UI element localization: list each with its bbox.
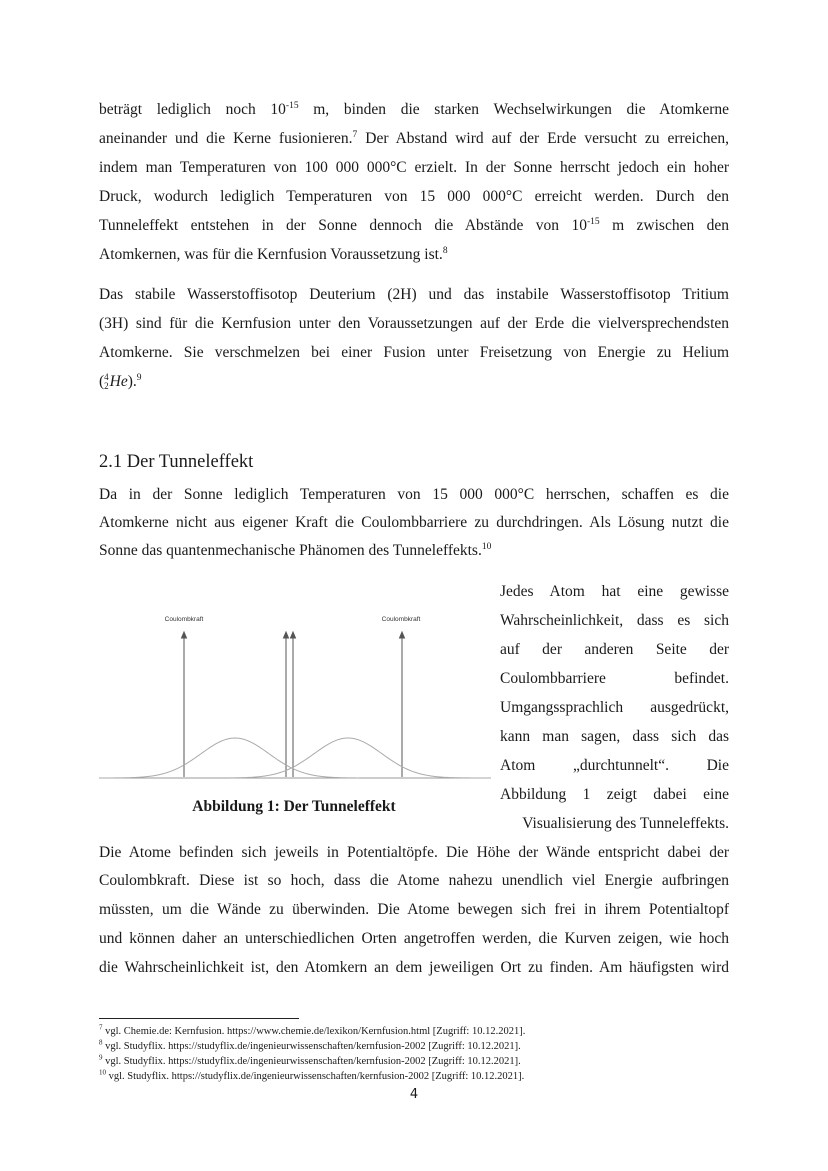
probability-curve-right [229,738,491,778]
side-line-1: Jedes Atom hat eine gewisse [500,583,729,600]
side-line-7: Atom „durchtunnelt“. Die [500,757,729,774]
side-line-2: Wahrscheinlichkeit, dass es sich [500,612,729,629]
helium-symbol: He [109,373,128,390]
figure-label-left: Coulombkraft [164,616,204,623]
footnote-9: $^9$ vgl. Studyflix. https://studyflix.de/ingenieurwissenschaften/kernfusion-2002 [Zugriff: 10.12.2021]. [99,1053,521,1067]
probability-curve-left [99,738,359,778]
footnote-8: $^8$ vgl. Studyflix. https://studyflix.de/ingenieurwissenschaften/kernfusion-2002 [Zugriff: 10.12.2021]. [99,1038,521,1052]
para4-line-1: Die Atome befinden sich jeweils in Potentialtöpfe. Die Höhe der Wände entspricht dabei der [99,844,729,861]
side-line-8: Abbildung 1 zeigt dabei eine [500,786,729,803]
para4-line-5: die Wahrscheinlichkeit ist, den Atomkern an dem jeweiligen Ort zu finden. Am häufigsten wird [99,959,729,976]
para4-line-3: müssten, um die Wände zu überwinden. Die Atome bewegen sich frei in ihrem Potentialtopf [99,901,729,918]
section-heading: 2.1 Der Tunneleffekt [99,452,254,472]
para2-line-4: ( 4 2 He).$^9$ [99,372,142,391]
para3-line-2: Atomkerne nicht aus eigener Kraft die Coulombbarriere zu durchdringen. Als Lösung nutzt die [99,514,729,531]
footnote-ref-7: 7 [352,129,358,140]
arrow-left [182,632,187,638]
side-line-4: Coulombbarriere befindet. [500,670,729,687]
para1-line-2: aneinander und die Kerne fusionieren.$^7$ Der Abstand wird auf der Erde versucht zu erreichen, [99,129,729,147]
footnote-ref-10: 10 [481,541,492,552]
footnote-separator [99,1018,299,1019]
para4-line-4: und können daher an unterschiedlichen Orten angetroffen werden, die Kurven zeigen, wie hoch [99,930,729,947]
para4-line-2: Coulombkraft. Diese ist so hoch, dass die Atome nahezu unendlich viel Energie aufbringen [99,872,729,889]
page-number: 4 [409,1087,419,1102]
helium-isotope-indices: 4 2 [104,372,109,391]
side-line-3: auf der anderen Seite der [500,641,729,658]
para1-line-4: Druck, wodurch lediglich Temperaturen von 15 000 000°C erreicht werden. Durch den [99,188,729,205]
arrow-center-right [291,632,296,638]
para3-line-3: Sonne das quantenmechanische Phänomen des Tunneleffekts.$^{10}$ [99,541,492,559]
footnote-ref-8: 8 [442,245,448,256]
para2-line-1: Das stabile Wasserstoffisotop Deuterium (2H) und das instabile Wasserstoffisotop Tritium [99,286,729,303]
para1-line-1: beträgt lediglich noch $10^{-15}$ m, binden die starken Wechselwirkungen die Atomkerne [99,100,729,118]
side-line-5: Umgangssprachlich ausgedrückt, [500,699,729,716]
footnote-10: $^{10}$ vgl. Studyflix. https://studyflix.de/ingenieurwissenschaften/kernfusion-2002 [Zugriff: 10.12.2021]. [99,1068,525,1082]
para1-line-6: Atomkernen, was für die Kernfusion Voraussetzung ist.$^8$ [99,245,448,263]
footnote-7: $^7$ vgl. Chemie.de: Kernfusion. https://www.chemie.de/lexikon/Kernfusion.html [Zugriff: 10.12.2021]. [99,1023,526,1037]
para1-line-3: indem man Temperaturen von 100 000 000°C erzielt. In der Sonne herrscht jedoch ein hoher [99,159,729,176]
tunnel-effect-figure [99,603,491,788]
figure-label-right: Coulombkraft [381,616,421,623]
footnote-ref-9: 9 [136,372,142,383]
arrow-center-left [284,632,289,638]
para3-line-1: Da in der Sonne lediglich Temperaturen von 15 000 000°C herrschen, schaffen es die [99,486,729,503]
figure-caption: Abbildung 1: Der Tunneleffekt [192,798,396,815]
side-line-9: Visualisierung des Tunneleffekts. [522,815,729,832]
side-line-6: kann man sagen, dass sich das [500,728,729,745]
arrow-right [400,632,405,638]
para2-line-2: (3H) sind für die Kernfusion unter den Voraussetzungen auf der Erde die vielversprechendsten [99,315,729,332]
para1-line-5: Tunneleffekt entstehen in der Sonne dennoch die Abstände von $10^{-15}$ m zwischen den [99,216,730,234]
para2-line-3: Atomkerne. Sie verschmelzen bei einer Fusion unter Freisetzung von Energie zu Helium [99,344,729,361]
